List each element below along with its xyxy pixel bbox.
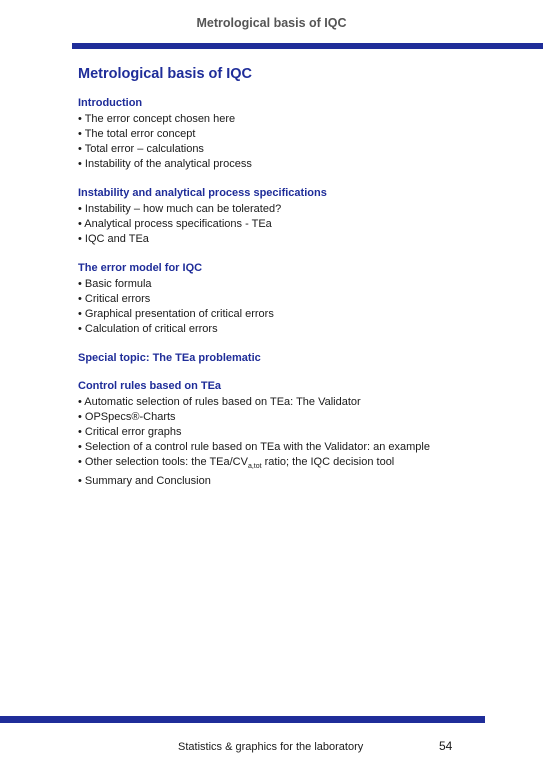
list-item: • Critical error graphs bbox=[78, 426, 182, 438]
list-item: • Automatic selection of rules based on TEa: The Validator bbox=[78, 396, 361, 408]
list-item: • OPSpecs®-Charts bbox=[78, 411, 176, 423]
section-error-model bbox=[78, 261, 518, 337]
list-item: • The error concept chosen here bbox=[78, 113, 236, 125]
section-heading: Introduction bbox=[78, 97, 143, 109]
list-item: • Selection of a control rule based on TEa with the Validator: an example bbox=[78, 441, 430, 453]
section-special-topic bbox=[78, 351, 518, 365]
section-heading: Special topic: The TEa problematic bbox=[78, 352, 261, 364]
section-heading: Instability and analytical process specifications bbox=[78, 187, 327, 199]
section-instability bbox=[78, 186, 518, 247]
list-item bbox=[78, 455, 518, 474]
document-body bbox=[78, 66, 518, 503]
section-control-rules bbox=[78, 379, 518, 489]
list-item: • Total error – calculations bbox=[78, 143, 204, 155]
list-item-text: • Other selection tools: the TEa/CV bbox=[78, 456, 248, 468]
document-title: Metrological basis of IQC bbox=[78, 66, 253, 82]
list-item: • IQC and TEa bbox=[78, 233, 149, 245]
list-item: • Graphical presentation of critical errors bbox=[78, 308, 274, 320]
list-item-text: ratio; the IQC decision tool bbox=[261, 456, 395, 468]
page-number: 54 bbox=[439, 739, 453, 753]
list-item: • Summary and Conclusion bbox=[78, 475, 211, 488]
section-heading: The error model for IQC bbox=[78, 262, 203, 274]
list-item: • The total error concept bbox=[78, 128, 196, 140]
list-item: • Calculation of critical errors bbox=[78, 323, 218, 335]
section-heading: Control rules based on TEa bbox=[78, 380, 222, 392]
footer-rule bbox=[0, 716, 485, 723]
running-header: Metrological basis of IQC bbox=[196, 16, 347, 30]
list-item: • Critical errors bbox=[78, 293, 151, 305]
footer-text: Statistics & graphics for the laboratory bbox=[178, 741, 364, 753]
subscript: a,tot bbox=[247, 463, 262, 471]
list-item: • Analytical process specifications - TEa bbox=[78, 218, 272, 230]
header-rule bbox=[72, 43, 543, 49]
list-item: • Basic formula bbox=[78, 278, 152, 290]
list-item: • Instability – how much can be tolerated? bbox=[78, 203, 282, 215]
list-item: • Instability of the analytical process bbox=[78, 158, 252, 170]
section-introduction bbox=[78, 96, 518, 172]
